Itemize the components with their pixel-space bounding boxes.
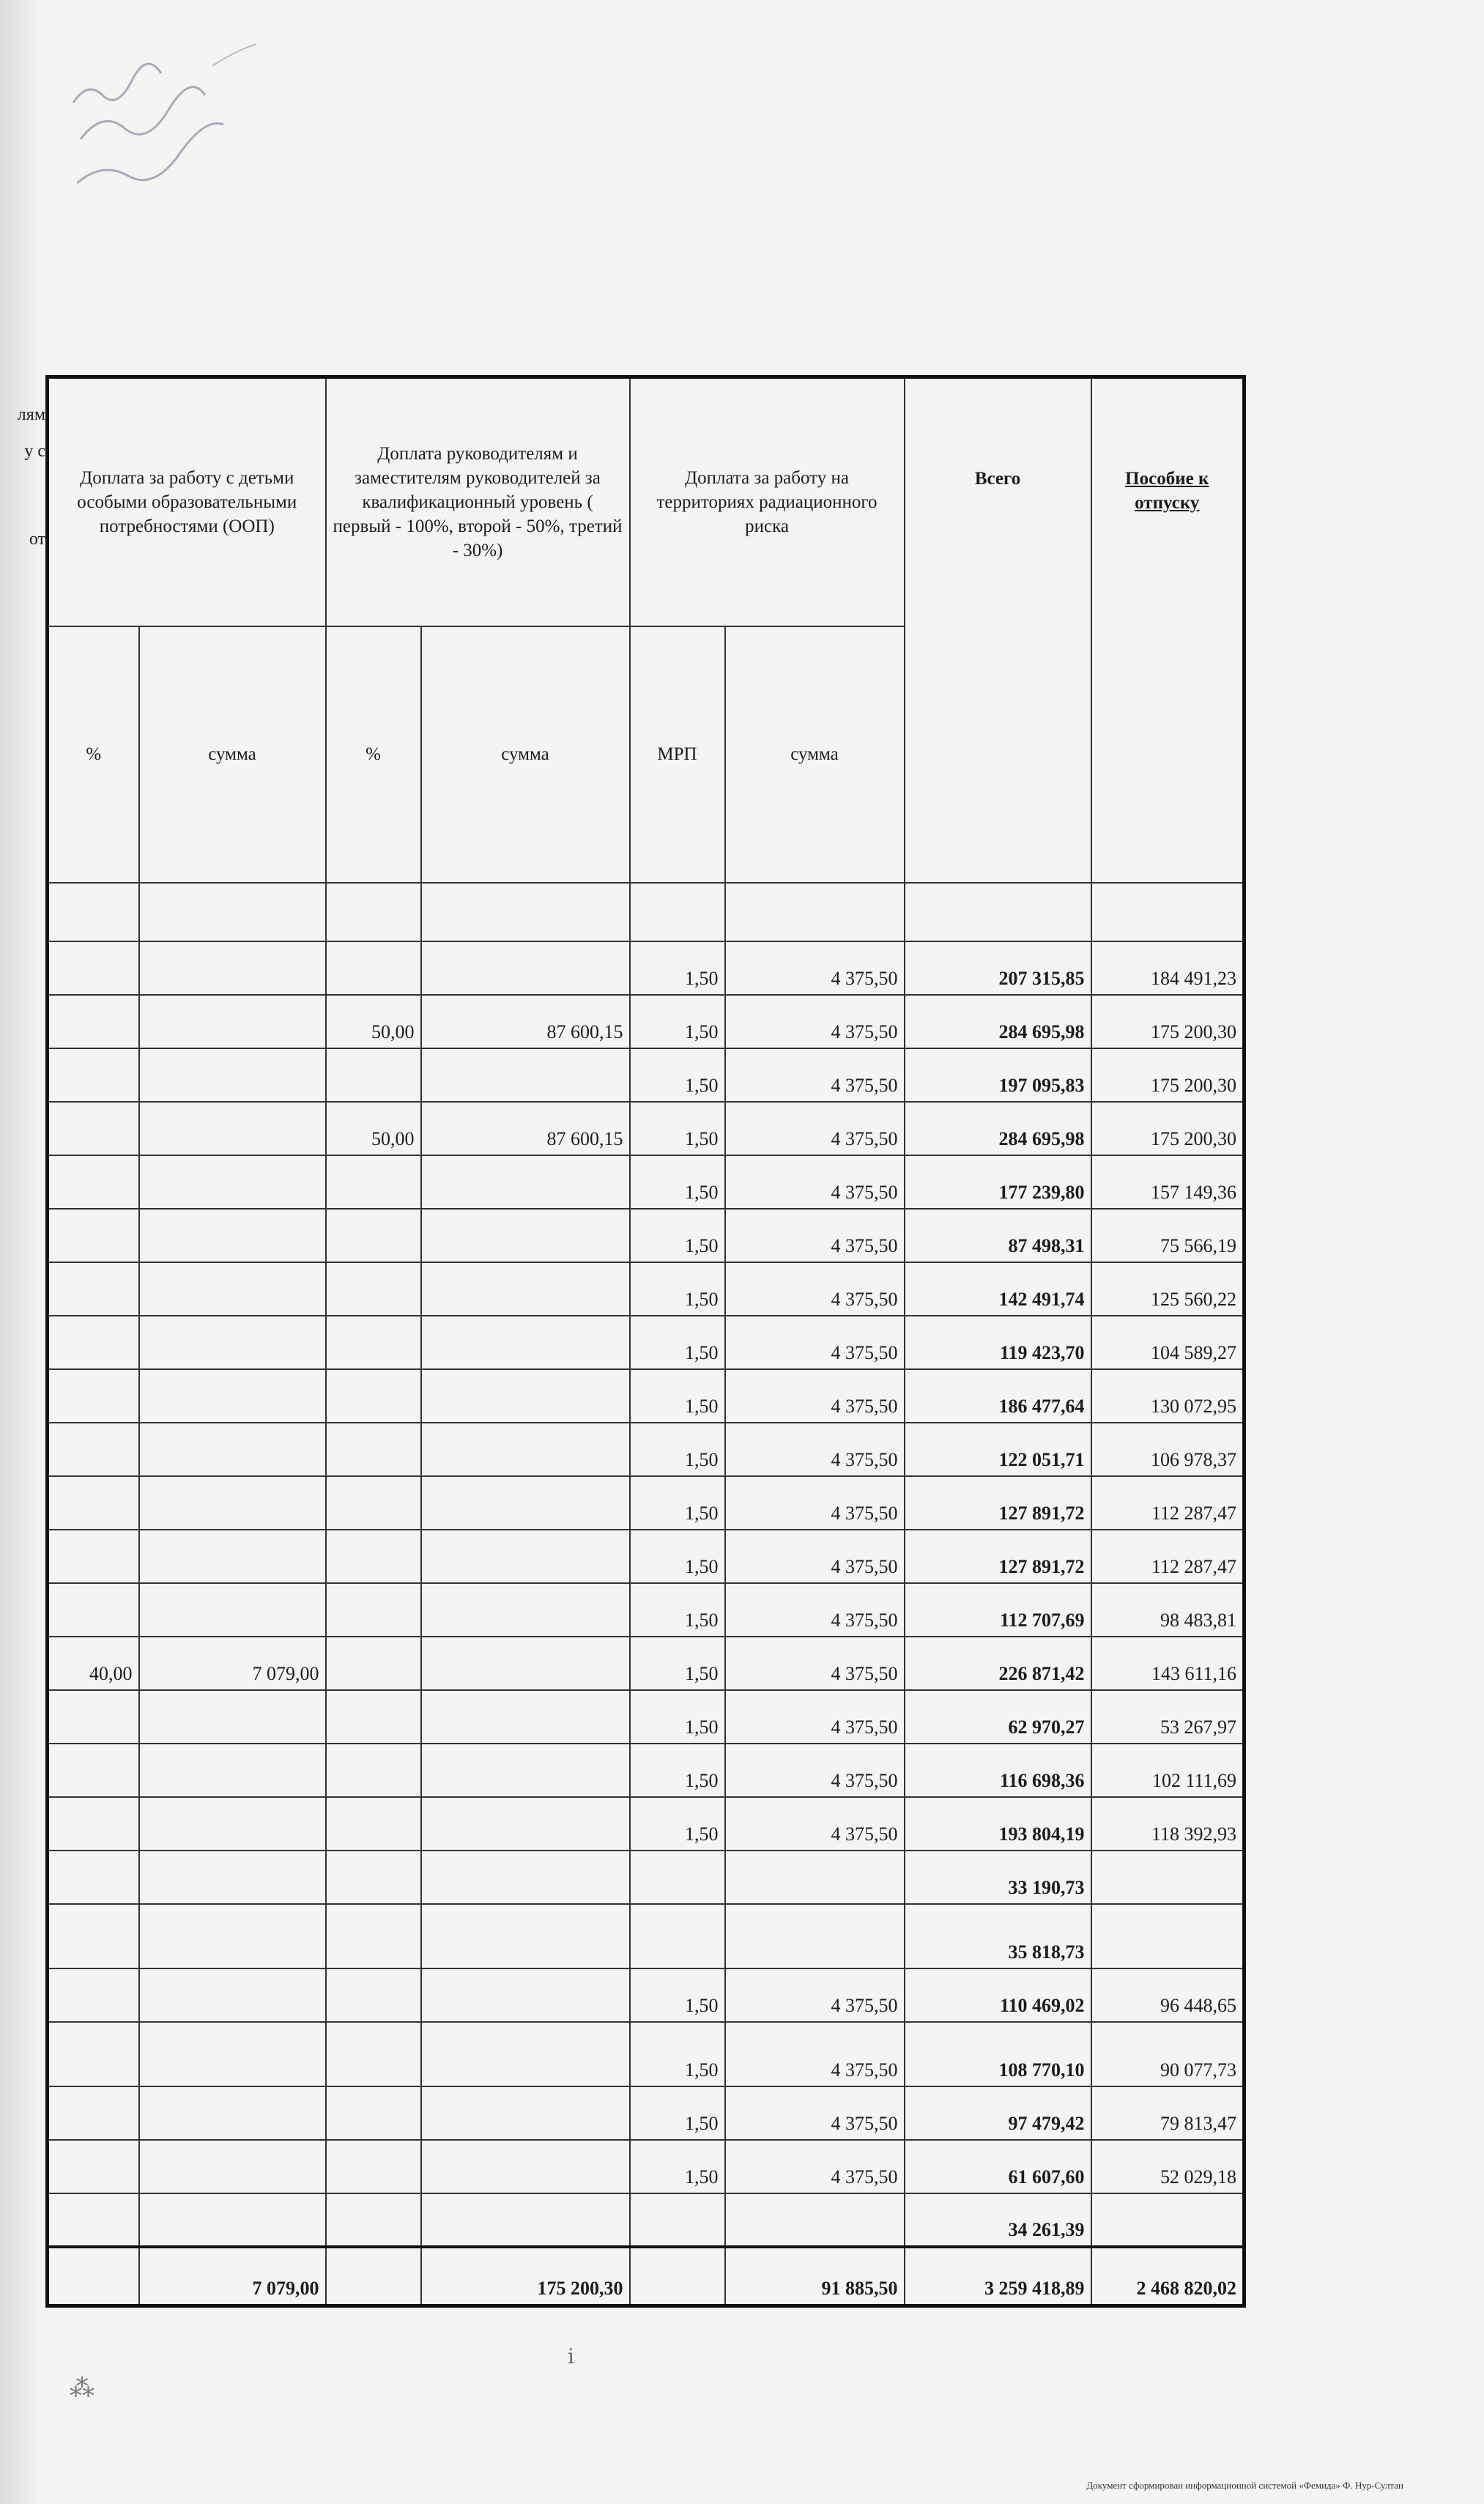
cell-vacation: 118 392,93: [1091, 1797, 1244, 1851]
table-row: [48, 1048, 1244, 1102]
cell-q-sum: [421, 1690, 630, 1744]
cell-oop-sum: [139, 1851, 326, 1904]
cell-q-pct: [326, 1530, 421, 1583]
cell-q-sum: 87 600,15: [421, 1102, 630, 1155]
cell-q-sum: [421, 1797, 630, 1851]
cell-total: 61 607,60: [905, 2140, 1091, 2193]
table-row: [48, 1369, 1244, 1423]
cell-vacation: 75 566,19: [1091, 1209, 1244, 1262]
payroll-table: [45, 375, 1246, 2308]
cell-total: 284 695,98: [905, 1102, 1091, 1155]
scan-tick-mark: ⅰ: [568, 2346, 574, 2368]
cell-total: 87 498,31: [905, 1209, 1091, 1262]
cell-q-sum: [421, 1851, 630, 1904]
cell-oop-pct: [48, 1744, 139, 1797]
cell-mrp: 1,50: [630, 1048, 725, 1102]
cell-oop-sum: 7 079,00: [139, 1637, 326, 1690]
cell-oop-sum: [139, 941, 326, 995]
left-stub-fragment: от: [29, 530, 45, 549]
subheader-mrp: МРП: [630, 626, 725, 883]
cell-r-sum: 4 375,50: [725, 1155, 905, 1209]
cell-oop-pct: [48, 1423, 139, 1476]
subheader-q-sum: сумма: [421, 626, 630, 883]
totals-r-sum: 91 885,50: [725, 2247, 905, 2306]
cell-mrp: 1,50: [630, 1476, 725, 1530]
totals-oop-sum: 7 079,00: [139, 2247, 326, 2306]
left-stub-fragment: лям: [17, 405, 45, 424]
table-row: [48, 1476, 1244, 1530]
table-row: [48, 1316, 1244, 1369]
cell-oop-sum: [139, 1316, 326, 1369]
cell-vacation: 102 111,69: [1091, 1744, 1244, 1797]
cell-oop-sum: [139, 1968, 326, 2022]
cell-q-sum: [421, 1209, 630, 1262]
cell-total: 62 970,27: [905, 1690, 1091, 1744]
cell-oop-sum: [139, 1423, 326, 1476]
cell-total: 127 891,72: [905, 1476, 1091, 1530]
cell-vacation: 175 200,30: [1091, 1048, 1244, 1102]
cell-mrp: [630, 2193, 725, 2247]
cell-oop-sum: [139, 2193, 326, 2247]
cell-oop-pct: [48, 1369, 139, 1423]
cell-q-sum: [421, 883, 630, 941]
cell-q-pct: [326, 1797, 421, 1851]
cell-oop-sum: [139, 1262, 326, 1316]
cell-mrp: 1,50: [630, 1209, 725, 1262]
table-row: [48, 1262, 1244, 1316]
cell-vacation: 106 978,37: [1091, 1423, 1244, 1476]
cell-oop-sum: [139, 1048, 326, 1102]
cell-q-sum: [421, 1637, 630, 1690]
table-row: [48, 1851, 1244, 1904]
cell-total: 116 698,36: [905, 1744, 1091, 1797]
cell-r-sum: 4 375,50: [725, 1423, 905, 1476]
cell-q-pct: [326, 1423, 421, 1476]
cell-mrp: 1,50: [630, 1262, 725, 1316]
table-row: [48, 2140, 1244, 2193]
cell-vacation: 96 448,65: [1091, 1968, 1244, 2022]
cell-r-sum: 4 375,50: [725, 1316, 905, 1369]
cell-oop-pct: [48, 1476, 139, 1530]
cell-q-pct: 50,00: [326, 995, 421, 1048]
cell-vacation: 90 077,73: [1091, 2022, 1244, 2086]
cell-q-pct: [326, 1904, 421, 1968]
cell-r-sum: 4 375,50: [725, 941, 905, 995]
table-row: [48, 1904, 1244, 1968]
cell-q-sum: [421, 1530, 630, 1583]
cell-vacation: 112 287,47: [1091, 1530, 1244, 1583]
cell-r-sum: 4 375,50: [725, 1369, 905, 1423]
cell-q-sum: [421, 2086, 630, 2140]
cell-oop-pct: [48, 941, 139, 995]
cell-r-sum: 4 375,50: [725, 2022, 905, 2086]
cell-mrp: 1,50: [630, 1423, 725, 1476]
footer-note: Документ сформирован информационной системой «Фемида» Ф. Нур-Султан: [1086, 2480, 1403, 2491]
cell-total: 186 477,64: [905, 1369, 1091, 1423]
cell-r-sum: 4 375,50: [725, 2086, 905, 2140]
cell-mrp: 1,50: [630, 1530, 725, 1583]
totals-oop-pct: [48, 2247, 139, 2306]
cell-vacation: 157 149,36: [1091, 1155, 1244, 1209]
cell-vacation: [1091, 883, 1244, 941]
cell-r-sum: 4 375,50: [725, 1690, 905, 1744]
cell-vacation: 130 072,95: [1091, 1369, 1244, 1423]
cell-oop-sum: [139, 2022, 326, 2086]
cell-mrp: 1,50: [630, 1369, 725, 1423]
cell-q-pct: [326, 1476, 421, 1530]
cell-oop-pct: [48, 1209, 139, 1262]
header-qualification: Доплата руководителям и заместителям руководителей за квалификационный уровень ( первый - 100%, второй - 50%, третий - 30%): [326, 377, 630, 626]
cell-vacation: 52 029,18: [1091, 2140, 1244, 2193]
table-row: [48, 883, 1244, 941]
cell-total: 197 095,83: [905, 1048, 1091, 1102]
scan-smudge: ⁂: [70, 2375, 94, 2402]
cell-q-sum: [421, 1968, 630, 2022]
cell-q-sum: [421, 2140, 630, 2193]
handwritten-note: [66, 37, 286, 212]
cell-mrp: 1,50: [630, 941, 725, 995]
cell-oop-sum: [139, 2140, 326, 2193]
header-total: Всего: [905, 377, 1091, 883]
table-row: [48, 1637, 1244, 1690]
cell-oop-pct: [48, 1904, 139, 1968]
cell-mrp: 1,50: [630, 2140, 725, 2193]
cell-q-pct: [326, 2193, 421, 2247]
cell-oop-sum: [139, 1904, 326, 1968]
cell-total: 177 239,80: [905, 1155, 1091, 1209]
cell-mrp: [630, 1851, 725, 1904]
cell-vacation: 98 483,81: [1091, 1583, 1244, 1637]
table-row: [48, 1155, 1244, 1209]
cell-q-sum: [421, 1369, 630, 1423]
table-row: [48, 1968, 1244, 2022]
cell-vacation: 143 611,16: [1091, 1637, 1244, 1690]
cell-vacation: [1091, 1904, 1244, 1968]
table-row: [48, 1690, 1244, 1744]
table-row: [48, 2193, 1244, 2247]
cell-q-pct: [326, 1968, 421, 2022]
cell-oop-pct: [48, 1262, 139, 1316]
header-radiation: Доплата за работу на территориях радиационного риска: [630, 377, 905, 626]
cell-q-sum: [421, 1155, 630, 1209]
cell-oop-pct: [48, 2022, 139, 2086]
table-row: [48, 1209, 1244, 1262]
cell-q-pct: [326, 1262, 421, 1316]
cell-oop-pct: [48, 883, 139, 941]
cell-vacation: 112 287,47: [1091, 1476, 1244, 1530]
cell-vacation: [1091, 2193, 1244, 2247]
cell-total: 110 469,02: [905, 1968, 1091, 2022]
cell-oop-pct: [48, 1155, 139, 1209]
cell-oop-sum: [139, 883, 326, 941]
table-body: [48, 883, 1244, 2247]
cell-mrp: [630, 1904, 725, 1968]
cell-oop-pct: 40,00: [48, 1637, 139, 1690]
cell-r-sum: 4 375,50: [725, 1262, 905, 1316]
cell-q-pct: 50,00: [326, 1102, 421, 1155]
cell-q-pct: [326, 1637, 421, 1690]
subheader-r-sum: сумма: [725, 626, 905, 883]
cell-oop-sum: [139, 1209, 326, 1262]
cell-total: 112 707,69: [905, 1583, 1091, 1637]
cell-oop-pct: [48, 1797, 139, 1851]
cell-q-pct: [326, 1048, 421, 1102]
cell-mrp: 1,50: [630, 1316, 725, 1369]
cell-mrp: 1,50: [630, 1155, 725, 1209]
cell-q-pct: [326, 883, 421, 941]
cell-q-sum: [421, 1262, 630, 1316]
cell-oop-pct: [48, 995, 139, 1048]
cell-q-sum: [421, 1476, 630, 1530]
cell-oop-pct: [48, 2086, 139, 2140]
cell-q-sum: [421, 1048, 630, 1102]
cell-r-sum: 4 375,50: [725, 2140, 905, 2193]
cell-q-sum: [421, 1744, 630, 1797]
cell-oop-pct: [48, 1851, 139, 1904]
cell-mrp: 1,50: [630, 1637, 725, 1690]
table-row: [48, 1797, 1244, 1851]
cell-r-sum: [725, 883, 905, 941]
cell-oop-pct: [48, 2193, 139, 2247]
cell-mrp: 1,50: [630, 1968, 725, 2022]
cell-total: 34 261,39: [905, 2193, 1091, 2247]
cell-r-sum: [725, 1904, 905, 1968]
totals-q-pct: [326, 2247, 421, 2306]
cell-r-sum: 4 375,50: [725, 1530, 905, 1583]
cell-r-sum: 4 375,50: [725, 1476, 905, 1530]
table-row: [48, 941, 1244, 995]
cell-q-pct: [326, 2086, 421, 2140]
totals-q-sum: 175 200,30: [421, 2247, 630, 2306]
cell-q-pct: [326, 1690, 421, 1744]
cell-total: 33 190,73: [905, 1851, 1091, 1904]
cell-mrp: 1,50: [630, 2086, 725, 2140]
cell-oop-sum: [139, 1690, 326, 1744]
totals-mrp: [630, 2247, 725, 2306]
cell-mrp: 1,50: [630, 1102, 725, 1155]
cell-vacation: 53 267,97: [1091, 1690, 1244, 1744]
cell-oop-sum: [139, 1797, 326, 1851]
cell-oop-sum: [139, 1744, 326, 1797]
totals-row: [48, 2247, 1244, 2306]
cell-q-pct: [326, 941, 421, 995]
cell-mrp: 1,50: [630, 1583, 725, 1637]
paper-edge: [0, 0, 44, 2504]
cell-r-sum: 4 375,50: [725, 1637, 905, 1690]
cell-r-sum: 4 375,50: [725, 995, 905, 1048]
cell-q-sum: [421, 2193, 630, 2247]
cell-mrp: 1,50: [630, 2022, 725, 2086]
cell-total: 193 804,19: [905, 1797, 1091, 1851]
cell-vacation: 175 200,30: [1091, 995, 1244, 1048]
cell-r-sum: [725, 1851, 905, 1904]
header-vacation: Пособие к отпуску: [1091, 377, 1244, 883]
table-row: [48, 1744, 1244, 1797]
cell-oop-pct: [48, 1048, 139, 1102]
cell-oop-pct: [48, 1690, 139, 1744]
cell-mrp: 1,50: [630, 1690, 725, 1744]
cell-oop-sum: [139, 1369, 326, 1423]
cell-oop-pct: [48, 2140, 139, 2193]
table-row: [48, 2086, 1244, 2140]
cell-oop-pct: [48, 1530, 139, 1583]
subheader-q-pct: %: [326, 626, 421, 883]
cell-q-sum: [421, 1423, 630, 1476]
cell-mrp: [630, 883, 725, 941]
left-stub-fragment: у с: [24, 442, 45, 461]
cell-mrp: 1,50: [630, 1744, 725, 1797]
cell-vacation: 175 200,30: [1091, 1102, 1244, 1155]
cell-total: 226 871,42: [905, 1637, 1091, 1690]
cell-q-pct: [326, 1851, 421, 1904]
cell-total: 207 315,85: [905, 941, 1091, 995]
cell-oop-pct: [48, 1968, 139, 2022]
cell-oop-sum: [139, 1583, 326, 1637]
cell-vacation: 125 560,22: [1091, 1262, 1244, 1316]
cell-r-sum: 4 375,50: [725, 1744, 905, 1797]
table-row: [48, 2022, 1244, 2086]
totals-total: 3 259 418,89: [905, 2247, 1091, 2306]
cell-total: 97 479,42: [905, 2086, 1091, 2140]
cell-vacation: [1091, 1851, 1244, 1904]
cell-q-sum: [421, 1316, 630, 1369]
header-oop: Доплата за работу с детьми особыми образовательными потребностями (ООП): [48, 377, 326, 626]
cell-total: 142 491,74: [905, 1262, 1091, 1316]
cell-vacation: 104 589,27: [1091, 1316, 1244, 1369]
cell-q-pct: [326, 1744, 421, 1797]
cell-oop-sum: [139, 995, 326, 1048]
cell-total: 35 818,73: [905, 1904, 1091, 1968]
cell-q-sum: 87 600,15: [421, 995, 630, 1048]
cell-r-sum: 4 375,50: [725, 1797, 905, 1851]
cell-r-sum: 4 375,50: [725, 1209, 905, 1262]
cell-oop-sum: [139, 2086, 326, 2140]
table-row: [48, 1583, 1244, 1637]
cell-oop-sum: [139, 1530, 326, 1583]
subheader-oop-pct: %: [48, 626, 139, 883]
cell-total: [905, 883, 1091, 941]
table-row: [48, 1102, 1244, 1155]
cell-total: 108 770,10: [905, 2022, 1091, 2086]
cell-vacation: 79 813,47: [1091, 2086, 1244, 2140]
cell-r-sum: 4 375,50: [725, 1968, 905, 2022]
cell-q-pct: [326, 1369, 421, 1423]
cell-r-sum: [725, 2193, 905, 2247]
cell-r-sum: 4 375,50: [725, 1102, 905, 1155]
totals-vacation: 2 468 820,02: [1091, 2247, 1244, 2306]
cell-total: 119 423,70: [905, 1316, 1091, 1369]
table-row: [48, 1530, 1244, 1583]
cell-oop-sum: [139, 1155, 326, 1209]
cell-q-pct: [326, 1209, 421, 1262]
cell-q-sum: [421, 1904, 630, 1968]
cell-q-pct: [326, 1316, 421, 1369]
cell-q-sum: [421, 2022, 630, 2086]
cell-total: 284 695,98: [905, 995, 1091, 1048]
table-row: [48, 1423, 1244, 1476]
cell-oop-pct: [48, 1583, 139, 1637]
cell-q-pct: [326, 1583, 421, 1637]
cell-mrp: 1,50: [630, 1797, 725, 1851]
cell-q-pct: [326, 2140, 421, 2193]
cell-q-pct: [326, 1155, 421, 1209]
subheader-oop-sum: сумма: [139, 626, 326, 883]
cell-total: 127 891,72: [905, 1530, 1091, 1583]
cell-vacation: 184 491,23: [1091, 941, 1244, 995]
cell-oop-sum: [139, 1476, 326, 1530]
cell-q-sum: [421, 1583, 630, 1637]
cell-r-sum: 4 375,50: [725, 1048, 905, 1102]
cell-total: 122 051,71: [905, 1423, 1091, 1476]
table-row: [48, 995, 1244, 1048]
cell-oop-pct: [48, 1316, 139, 1369]
cell-mrp: 1,50: [630, 995, 725, 1048]
cell-oop-sum: [139, 1102, 326, 1155]
cell-r-sum: 4 375,50: [725, 1583, 905, 1637]
cell-oop-pct: [48, 1102, 139, 1155]
cell-q-sum: [421, 941, 630, 995]
cell-q-pct: [326, 2022, 421, 2086]
